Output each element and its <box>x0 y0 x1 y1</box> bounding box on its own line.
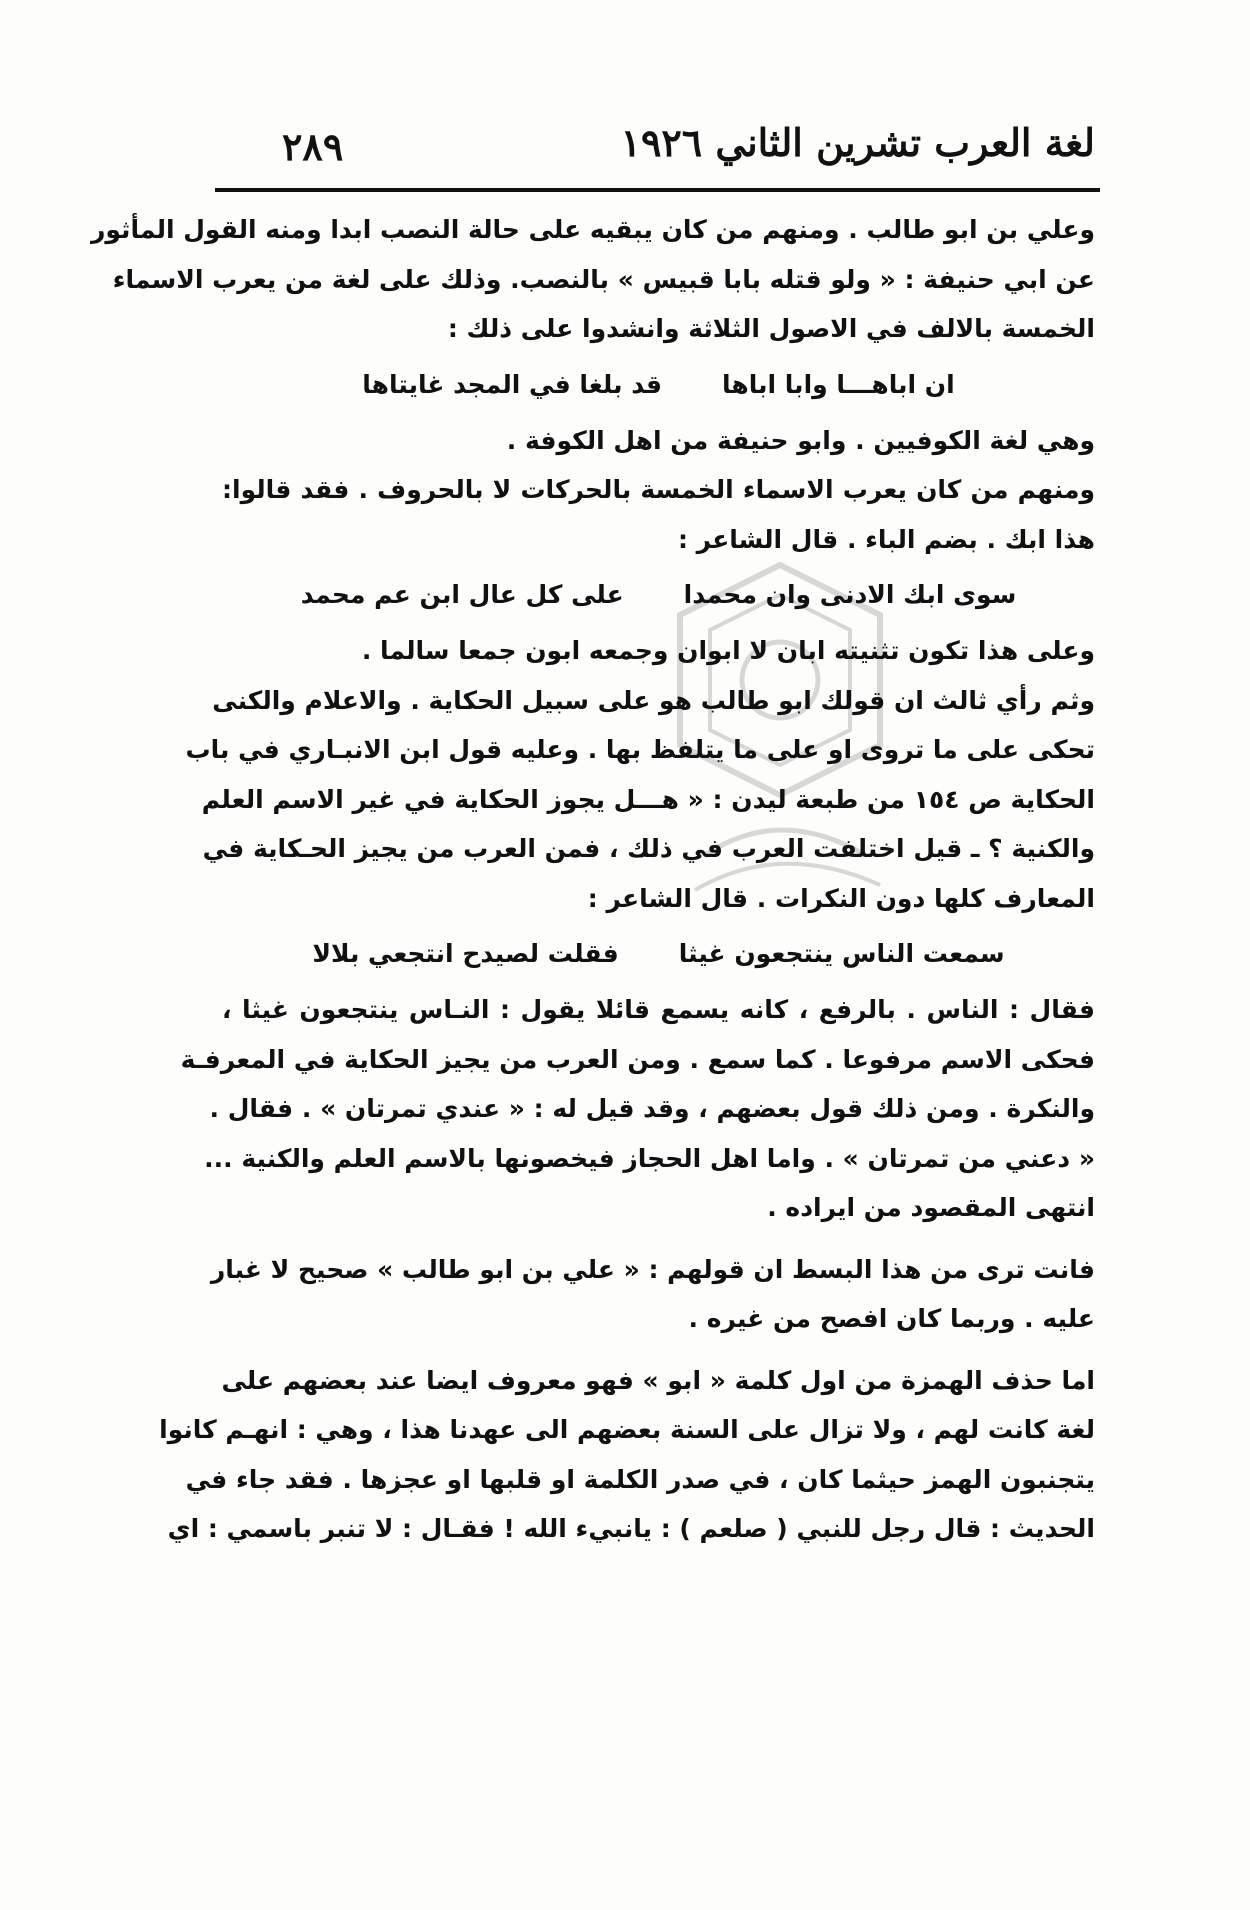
verse-hemistich-right: سوى ابك الادنى وان محمدا <box>683 580 1017 609</box>
poem-verse <box>222 354 1095 416</box>
text-line: انتهى المقصود من ايراده . <box>767 1193 1095 1222</box>
header-rule <box>215 188 1100 192</box>
text-line: هذا ابك . بضم الباء . قال الشاعر : <box>677 524 1095 554</box>
verse-hemistich-left: فقلت لصيدح انتجعي بلالا <box>312 939 619 968</box>
verse-hemistich-left: قد بلغا في المجد غايتاها <box>362 369 663 399</box>
text-line: فحكى الاسم مرفوعا . كما سمع . ومن العرب من يجيز الحكاية في المعرفـة <box>180 1044 1095 1074</box>
poem-verse <box>222 923 1095 985</box>
text-line: عليه . وربما كان افصح من غيره . <box>688 1304 1095 1333</box>
running-title: لغة العرب تشرين الثاني ١٩٢٦ <box>620 120 1095 165</box>
text-line: والكنية ؟ ـ قيل اختلفت العرب في ذلك ، فمن العرب من يجيز الحـكاية في <box>202 834 1095 863</box>
text-line: فقال : الناس . بالرفع ، كانه يسمع قائلا يقول : النـاس ينتجعون غيثا ، <box>222 995 1095 1024</box>
text-line: وعلي بن ابو طالب . ومنهم من كان يبقيه على حالة النصب ابدا ومنه القول المأثور <box>90 215 1095 244</box>
text-line: لغة كانت لهم ، ولا تزال على السنة بعضهم الى عهدنا هذا ، وهي : انهـم كانوا <box>159 1415 1095 1444</box>
text-line: المعارف كلها دون النكرات . قال الشاعر : <box>587 883 1095 913</box>
text-line: وهي لغة الكوفيين . وابو حنيفة من اهل الكوفة . <box>506 425 1095 455</box>
text-line: « دعني من تمرتان » . واما اهل الحجاز فيخصونها بالاسم العلم والكنية ... <box>204 1143 1095 1173</box>
text-line: تحكى على ما تروى او على ما يتلفظ بها . وعليه قول ابن الانبـاري في باب <box>185 735 1095 764</box>
verse-hemistich-left: على كل عال ابن عم محمد <box>300 580 624 609</box>
text-line: فانت ترى من هذا البسط ان قولهم : « علي بن ابو طالب » صحيح لا غبار <box>210 1254 1095 1284</box>
verse-hemistich-right: ان اباهـــا وابا اباها <box>722 369 955 399</box>
poem-verse <box>222 564 1095 626</box>
article-body <box>90 205 1095 1554</box>
verse-hemistich-right: سمعت الناس ينتجعون غيثا <box>678 939 1005 968</box>
text-line: يتجنبون الهمز حيثما كان ، في صدر الكلمة او قلبها او عجزها . فقد جاء في <box>185 1464 1095 1494</box>
text-line: ومنهم من كان يعرب الاسماء الخمسة بالحركات لا بالحروف . فقد قالوا: <box>222 475 1095 504</box>
text-line: عن ابي حنيفة : « ولو قتله بابا قبيس » بالنصب. وذلك على لغة من يعرب الاسماء <box>112 264 1095 294</box>
text-line: الخمسة بالالف في الاصول الثلاثة وانشدوا على ذلك : <box>447 314 1095 343</box>
page-header <box>210 118 1095 180</box>
text-line: والنكرة . ومن ذلك قول بعضهم ، وقد قيل له : « عندي تمرتان » . فقال . <box>209 1094 1095 1123</box>
text-line: وعلى هذا تكون تثنيته ابان لا ابوان وجمعه ابون جمعا سالما . <box>361 636 1095 665</box>
page-number: ٢٨٩ <box>282 124 344 169</box>
text-line: اما حذف الهمزة من اول كلمة « ابو » فهو معروف ايضا عند بعضهم على <box>221 1365 1095 1395</box>
text-line: وثم رأي ثالث ان قولك ابو طالب هو على سبيل الحكاية . والاعلام والكنى <box>212 685 1095 715</box>
text-line: الحديث : قال رجل للنبي ( صلعم ) : يانبيء الله ! فقـال : لا تنبر باسمي : اي <box>167 1514 1095 1543</box>
text-line: الحكاية ص ١٥٤ من طبعة ليدن : « هـــل يجوز الحكاية في غير الاسم العلم <box>201 784 1095 814</box>
